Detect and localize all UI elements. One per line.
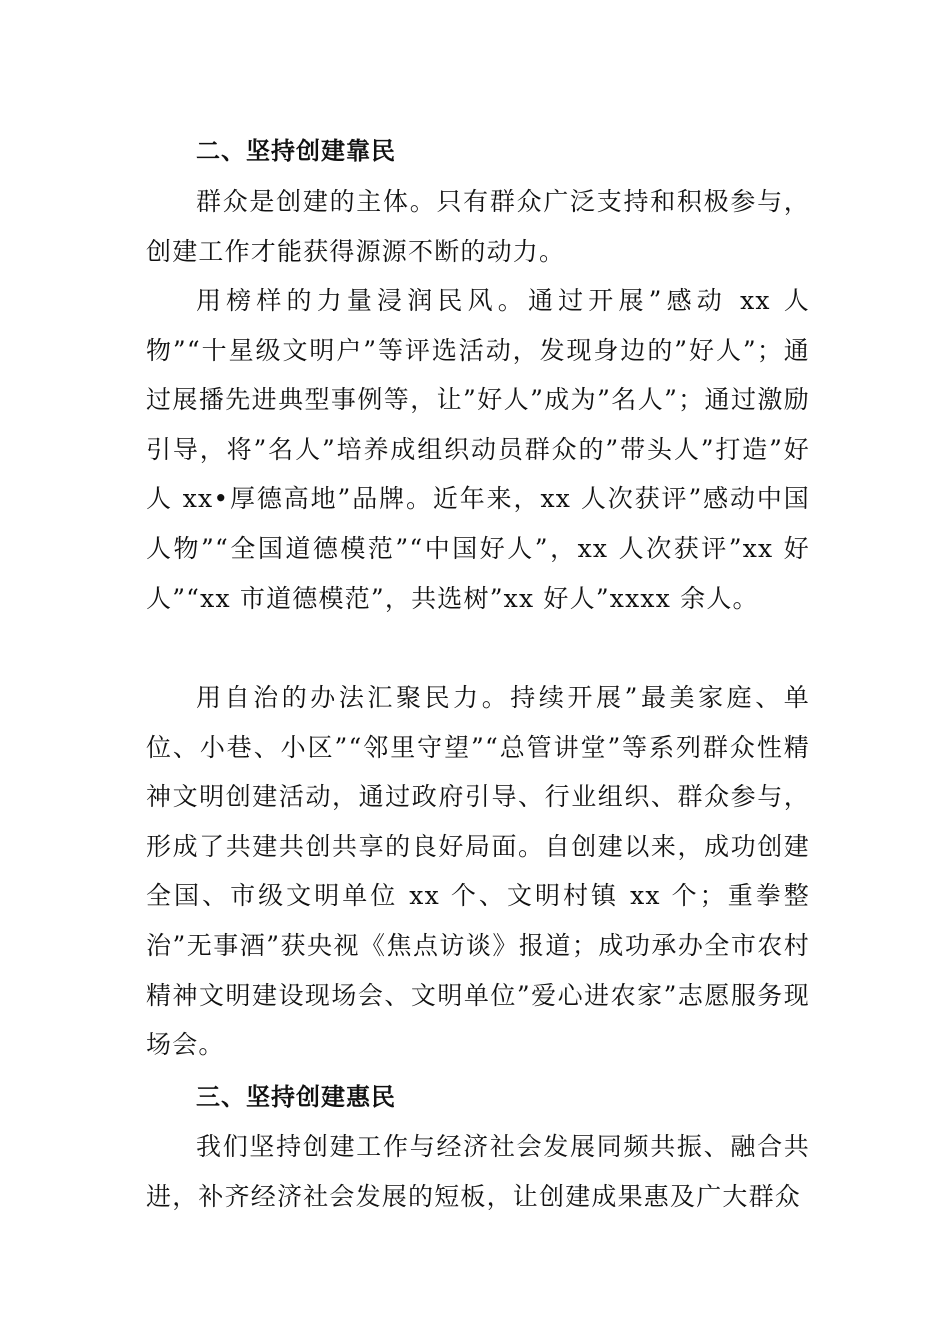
paragraph-mass-subject: 群众是创建的主体。只有群众广泛支持和积极参与，创建工作才能获得源源不断的动力。 <box>146 187 810 266</box>
paragraph-self-governance-body: 持续开展”最美家庭、单位、小巷、小区”“邻里守望”“总管讲堂”等系列群众性精神文明创建活动，通过政府引导、行业组织、群众参与，形成了共建共创共享的良好局面。自创建以来，成功创建全国、市级文明单位 xx 个、文明村镇 xx 个；重拳整治”无事酒”获央视《焦点访谈》报道；成功承办全市农村精神文明建设现场会、文明单位”爱心进农家”志愿服务现场会。 <box>146 683 810 1060</box>
section-two-heading: 二、坚持创建靠民 <box>196 137 396 165</box>
paragraph-self-governance <box>146 673 810 1070</box>
paragraph-role-models <box>146 276 810 623</box>
paragraph-role-models-body: 通过开展”感动 xx 人物”“十星级文明户”等评选活动，发现身边的”好人”；通过展播先进典型事例等，让”好人”成为”名人”；通过激励引导，将”名人”培养成组织动员群众的”带头人”打造”好人 xx•厚德高地”品牌。近年来，xx 人次获评”感动中国人物”“全国道德模范”“中国好人”，xx 人次获评”xx 好人”“xx 市道德模范”，共选树”xx 好人”xxxx 余人。 <box>146 286 810 613</box>
section-three-heading: 三、坚持创建惠民 <box>196 1083 396 1111</box>
paragraph-benefit-people: 我们坚持创建工作与经济社会发展同频共振、融合共进，补齐经济社会发展的短板，让创建成果惠及广大群众 <box>146 1132 810 1211</box>
paragraph-role-models-lead: 用榜样的力量浸润民风。 <box>196 286 528 315</box>
paragraph-self-governance-lead: 用自治的办法汇聚民力。 <box>196 683 511 712</box>
